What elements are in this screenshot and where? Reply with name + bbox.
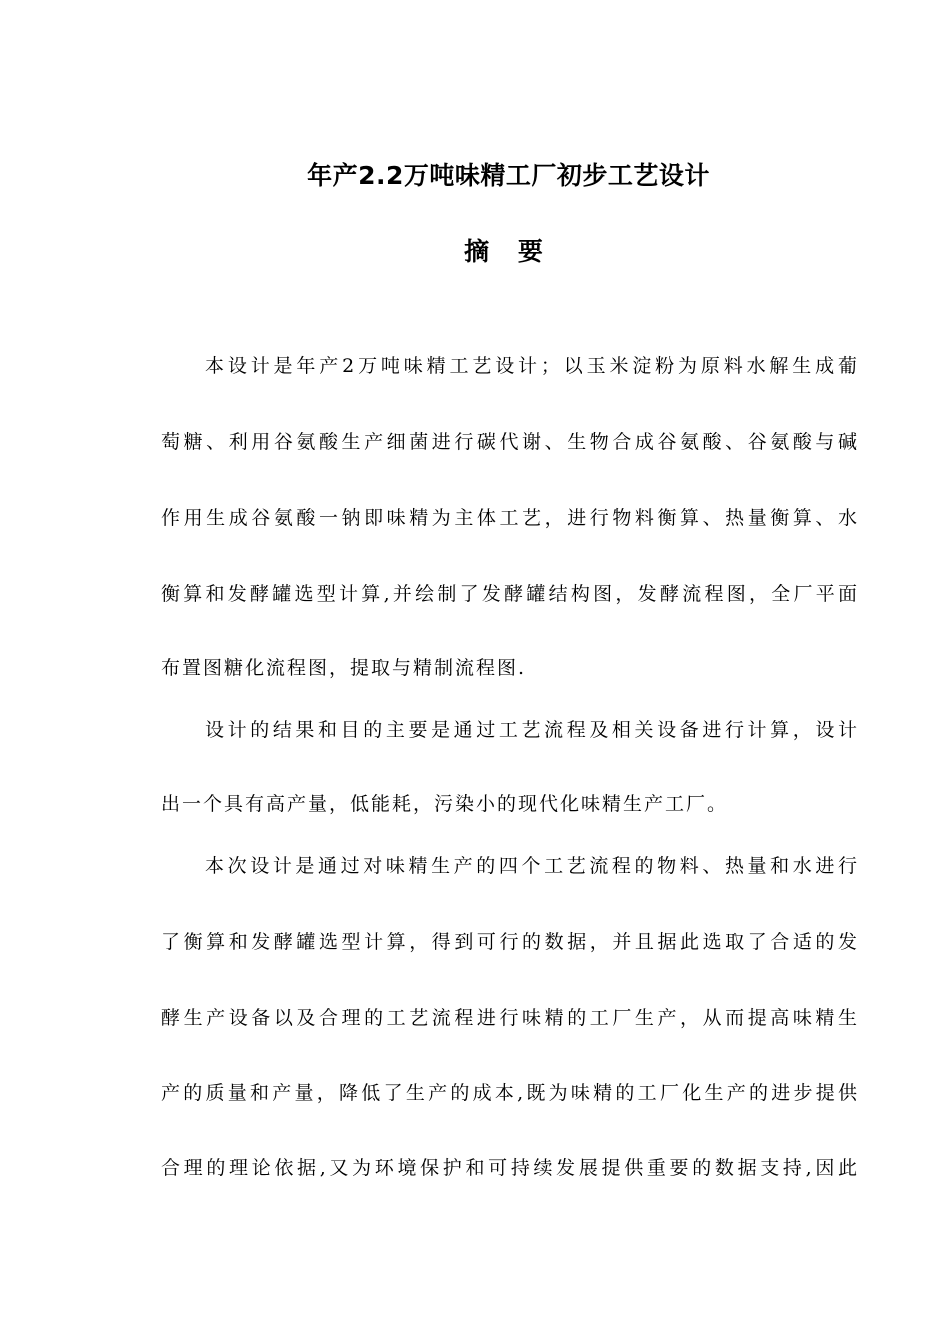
paragraph-line: 作用生成谷氨酸一钠即味精为主体工艺，进行物料衡算、热量衡算、水 [161, 507, 857, 529]
paragraph-line: 本次设计是通过对味精生产的四个工艺流程的物料、热量和水进行 [205, 855, 857, 877]
paragraph-line: 衡算和发酵罐选型计算,并绘制了发酵罐结构图，发酵流程图，全厂平面 [161, 583, 857, 605]
paragraph-line: 设计的结果和目的主要是通过工艺流程及相关设备进行计算，设计 [205, 719, 857, 741]
paragraph-line: 产的质量和产量，降低了生产的成本,既为味精的工厂化生产的进步提供 [161, 1082, 857, 1104]
abstract-heading: 摘 要 [464, 237, 553, 266]
paragraph-line: 本设计是年产2万吨味精工艺设计；以玉米淀粉为原料水解生成葡 [205, 355, 857, 377]
paragraph-line: 酵生产设备以及合理的工艺流程进行味精的工厂生产，从而提高味精生 [161, 1007, 857, 1029]
document-title: 年产2.2万吨味精工厂初步工艺设计 [307, 161, 710, 190]
paragraph-line: 合理的理论依据,又为环境保护和可持续发展提供重要的数据支持,因此 [161, 1157, 857, 1179]
paragraph-line: 萄糖、利用谷氨酸生产细菌进行碳代谢、生物合成谷氨酸、谷氨酸与碱 [161, 431, 857, 453]
paragraph-line: 出一个具有高产量，低能耗，污染小的现代化味精生产工厂。 [161, 793, 729, 815]
paragraph-line: 布置图糖化流程图，提取与精制流程图. [161, 657, 527, 679]
paragraph-line: 了衡算和发酵罐选型计算，得到可行的数据，并且据此选取了合适的发 [161, 931, 857, 953]
